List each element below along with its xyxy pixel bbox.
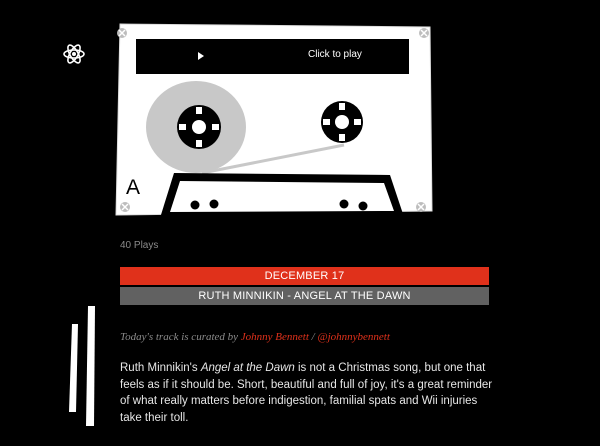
track-description xyxy=(120,360,502,426)
curated-by xyxy=(120,331,540,343)
reel-hub-right xyxy=(321,101,363,143)
description-lead: Ruth Minnikin's xyxy=(120,362,201,374)
curator-handle-link[interactable]: @johnnybennett xyxy=(317,331,390,343)
atom-icon[interactable] xyxy=(62,42,86,66)
play-button[interactable] xyxy=(136,39,409,74)
play-label[interactable]: Click to play xyxy=(308,49,362,60)
play-count: 40 Plays xyxy=(120,240,159,251)
play-icon[interactable] xyxy=(198,52,204,60)
description-rest: is not a Christmas song, but one that feels as if it should be. Short, beautiful and full of joy, it's a great reminder of what really matters before indigestion, familial spats and Wii injuries take their toll. xyxy=(120,362,493,424)
curated-prefix: Today's track is curated by xyxy=(120,331,239,343)
curator-name-link[interactable]: Johnny Bennett xyxy=(240,331,309,343)
description-song: Angel at the Dawn xyxy=(200,362,295,374)
hand-drawn-mark xyxy=(66,302,102,432)
curated-separator: / xyxy=(308,331,318,343)
track-title: RUTH MINNIKIN - ANGEL AT THE DAWN xyxy=(120,287,489,305)
side-letter: A xyxy=(126,176,141,199)
reel-hub-left xyxy=(177,105,221,149)
track-date: DECEMBER 17 xyxy=(120,267,489,285)
